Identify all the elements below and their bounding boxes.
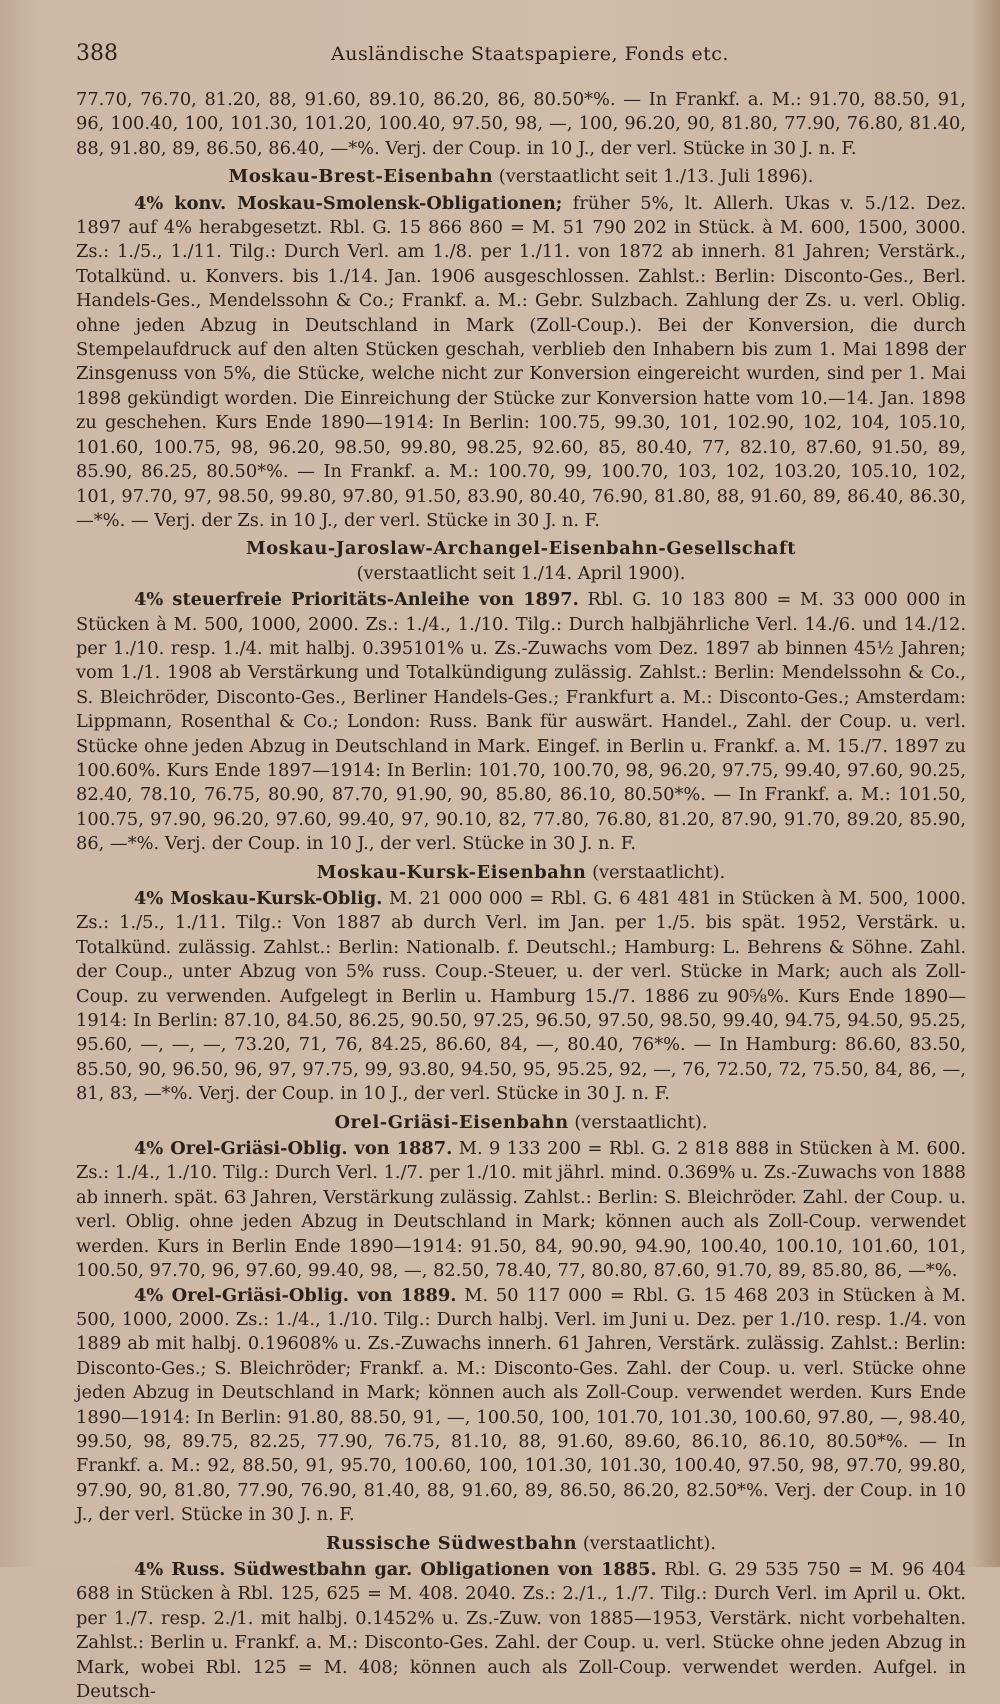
bond-entry <box>76 1284 966 1528</box>
bond-details: früher 5%, lt. Allerh. Ukas v. 5./12. Dez. 1897 auf 4% herabgesetzt. Rbl. G. 15 866 860 = M. 51 790 202 in Stück. à M. 600, 1500, 3000. Zs.: 1./5., 1./11. Tilg.: Durch Verl. am 1./8. per 1./11. von 1872 ab innerh. 81 Jahren; Verstärk., Totalkünd. u. Konvers. bis 1./14. Jan. 1906 ausgeschlossen. Zahlst.: Berlin: Disconto-Ges., Berl. Handels-Ges., Mendelssohn & Co.; Frankf. a. M.: Gebr. Sulzbach. Zahlung der Zs. u. verl. Oblig. ohne jeden Abzug in Deutschland in Mark (Zoll-Coup.). Bei der Konversion, die durch Stempelaufdruck auf den alten Stücken geschah, verblieb den Inhabern bis zum 1. Mai 1898 der Zinsgenuss von 5%, die Stücke, welche nicht zur Konversion eingereicht wurden, sind per 1. Mai 1898 gekündigt worden. Die Einreichung der Stücke zur Konversion hatte vom 10.—14. Jan. 1898 zu geschehen. Kurs Ende 1890—1914: In Berlin: 100.75, 99.30, 101, 102.90, 102, 104, 105.10, 101.60, 100.75, 98, 96.20, 98.50, 99.80, 98.25, 92.60, 85, 80.40, 77, 82.10, 87.60, 91.50, 89, 85.90, 86.25, 80.50*%. — In Frankf. a. M.: 100.70, 99, 100.70, 103, 102, 103.20, 105.10, 102, 101, 97.70, 97, 98.50, 99.80, 97.80, 91.50, 83.90, 80.40, 76.90, 81.80, 88, 91.60, 89, 86.40, 86.30, —*%. — Verj. der Zs. in 10 J., der verl. Stücke in 30 J. n. F. <box>76 192 966 531</box>
section-subtitle: (verstaatlicht seit 1./13. Juli 1896). <box>498 166 814 188</box>
section-subtitle: (verstaatlicht). <box>582 1532 717 1554</box>
bond-details: M. 50 117 000 = Rbl. G. 15 468 203 in Stücken à M. 500, 1000, 2000. Zs.: 1./4., 1./10. Tilg.: Durch halbj. Verl. im Juni u. Dez. per 1./10. resp. 1./4. von 1889 ab mit halbj. 0.19608% u. Zs.-Zuwachs innerh. 61 Jahren, Verstärk. zulässig. Zahlst.: Berlin: Disconto-Ges.; S. Bleichröder; Frankf. a. M.: Disconto-Ges. Zahl. der Coup. u. verl. Stücke ohne jeden Abzug in Deutschland in Mark; können auch als Zoll-Coup. verwendet werden. Kurs Ende 1890—1914: In Berlin: 91.80, 88.50, 91, —, 100.50, 100, 101.70, 101.30, 100.60, 97.80, —, 98.40, 99.50, 98, 89.75, 82.25, 77.90, 76.75, 81.10, 88, 91.60, 89.60, 86.10, 86.10, 80.50*%. — In Frankf. a. M.: 92, 88.50, 91, 95.70, 100.60, 100, 101.30, 101.30, 100.40, 97.50, 98, 97.70, 99.80, 97.90, 90, 81.80, 77.90, 76.90, 81.40, 88, 91.60, 89, 86.50, 86.20, 82.50*%. Verj. der Coup. in 10 J., der verl. Stücke in 30 J. n. F. <box>76 1284 966 1526</box>
page-number: 388 <box>76 41 118 66</box>
section-subtitle: (verstaatlicht). <box>592 861 726 883</box>
page-edge <box>972 0 1000 1567</box>
bond-entry <box>76 887 966 1107</box>
bond-details: Rbl. G. 29 535 750 = M. 96 404 688 in Stücken à Rbl. 125, 625 = M. 408. 2040. Zs.: 2./1., 1./7. Tilg.: Durch Verl. im April u. Okt. per 1./7. resp. 2./1. mit halbj. 0.1452% u. Zs.-Zuw. von 1885—1953, Verstärk. nicht vorbehalten. Zahlst.: Berlin u. Frankf. a. M.: Disconto-Ges. Zahl. der Coup. u. verl. Stücke ohne jeden Abzug in Mark, wobei Rbl. 125 = M. 408; können auch als Zoll-Coup. verwendet werden. Aufgel. in Deutsch- <box>76 1558 966 1702</box>
bond-entry <box>76 192 966 534</box>
section-heading <box>76 165 966 189</box>
bond-title: 4% Russ. Südwestbahn gar. Obligationen von 1885. <box>134 1558 657 1580</box>
section-heading <box>76 1532 966 1556</box>
section-heading <box>76 861 966 885</box>
section-title: Moskau-Kursk-Eisenbahn <box>316 861 587 883</box>
section-subtitle: (verstaatlicht seit 1./14. April 1900). <box>356 562 686 584</box>
intro-paragraph: 77.70, 76.70, 81.20, 88, 91.60, 89.10, 86.20, 86, 80.50*%. — In Frankf. a. M.: 91.70, 88.50, 91, 96, 100.40, 100, 101.30, 101.20, 100.40, 97.50, 98, —, 100, 96.20, 90, 81.80, 77.90, 76.80, 81.40, 88, 91.80, 89, 86.50, 86.40, —*%. Verj. der Coup. in 10 J., der verl. Stücke in 30 J. n. F. <box>76 89 966 159</box>
body-text <box>76 88 966 1704</box>
running-title: Ausländische Staatspapiere, Fonds etc. <box>331 43 729 65</box>
bond-title: 4% Orel-Griäsi-Oblig. von 1887. <box>134 1138 453 1160</box>
bond-title: 4% Orel-Griäsi-Oblig. von 1889. <box>134 1284 457 1306</box>
bond-entry <box>76 1137 966 1283</box>
section-subtitle: (verstaatlicht). <box>574 1111 708 1133</box>
running-header <box>76 40 972 88</box>
bond-entry <box>76 588 966 856</box>
section-title: Orel-Griäsi-Eisenbahn <box>334 1111 569 1133</box>
section-title: Moskau-Jaroslaw-Archangel-Eisenbahn-Gesellschaft <box>245 538 797 560</box>
section-heading <box>76 537 966 586</box>
bond-details: Rbl. G. 10 183 800 = M. 33 000 000 in Stücken à M. 500, 1000, 2000. Zs.: 1./4., 1./10. Tilg.: Durch halbjährliche Verl. 14./6. und 14./12. per 1./10. resp. 1./4. mit halbj. 0.395101% u. Zs.-Zuwachs vom Dez. 1897 ab binnen 45½ Jahren; vom 1./1. 1908 ab Verstärkung und Totalkündigung zulässig. Zahlst.: Berlin: Mendelssohn & Co., S. Bleichröder, Disconto-Ges., Berliner Handels-Ges.; Frankfurt a. M.: Disconto-Ges.; Amsterdam: Lippmann, Rosenthal & Co.; London: Russ. Bank für auswärt. Handel., Zahl. der Coup. u. verl. Stücke ohne jeden Abzug in Deutschland in Mark. Eingef. in Berlin u. Frankf. a. M. 15./7. 1897 zu 100.60%. Kurs Ende 1897—1914: In Berlin: 101.70, 100.70, 98, 96.20, 97.75, 99.40, 97.60, 90.25, 82.40, 78.10, 76.75, 80.90, 87.70, 91.90, 90, 85.80, 86.10, 80.50*%. — In Frankf. a. M.: 101.50, 100.75, 97.90, 96.20, 97.60, 99.40, 97, 90.10, 82, 77.80, 76.80, 81.20, 87.90, 91.70, 89.20, 85.90, 86, —*%. Verj. der Coup. in 10 J., der verl. Stücke in 30 J. n. F. <box>76 589 966 855</box>
bond-details: M. 9 133 200 = Rbl. G. 2 818 888 in Stücken à M. 600. Zs.: 1./4., 1./10. Tilg.: Durch Verl. 1./7. per 1./10. mit jährl. mind. 0.369% u. Zs.-Zuwachs von 1888 ab innerh. spät. 63 Jahren, Verstärkung zulässig. Zahlst.: Berlin: S. Bleichröder. Zahl. der Coup. u. verl. Oblig. ohne jeden Abzug in Deutschland in Mark; können auch als Zoll-Coup. verwendet werden. Kurs in Berlin Ende 1890—1914: 91.50, 84, 90.90, 94.90, 100.40, 100.10, 101.60, 101, 100.50, 97.70, 96, 97.60, 99.40, 98, —, 82.50, 78.40, 77, 80.80, 87.60, 91.70, 89, 85.80, 86, —*%. <box>76 1138 966 1282</box>
bond-title: 4% steuerfreie Prioritäts-Anleihe von 1897. <box>134 589 579 611</box>
section-title: Moskau-Brest-Eisenbahn <box>228 166 494 188</box>
bond-title: 4% konv. Moskau-Smolensk-Obligationen; <box>134 192 563 214</box>
section-title: Russische Südwestbahn <box>325 1532 578 1554</box>
bond-title: 4% Moskau-Kursk-Oblig. <box>134 888 383 909</box>
bond-details: M. 21 000 000 = Rbl. G. 6 481 481 in Stücken à M. 500, 1000. Zs.: 1./5., 1./11. Tilg.: Von 1887 ab durch Verl. im Jan. per 1./5. bis spät. 1952, Verstärk. u. Totalkünd. zulässig. Zahlst.: Berlin: Nationalb. f. Deutschl.; Hamburg: L. Behrens & Söhne. Zahl. der Coup., unter Abzug von 5% russ. Coup.-Steuer, u. der verl. Stücke in Mark; auch als Zoll-Coup. zu verwenden. Aufgelegt in Berlin u. Hamburg 15./7. 1886 zu 90⅝%. Kurs Ende 1890—1914: In Berlin: 87.10, 84.50, 86.25, 90.50, 97.25, 96.50, 97.50, 98.50, 99.40, 94.75, 94.50, 95.25, 95.60, —, —, —, 73.20, 71, 76, 84.25, 86.60, 84, —, 80.40, 76*%. — In Hamburg: 86.60, 83.50, 85.50, 90, 96.50, 96, 97, 97.75, 99, 93.80, 94.50, 95, 95.25, 92, —, 76, 72.50, 72, 75.50, 84, 86, —, 81, 83, —*%. Verj. der Coup. in 10 J., der verl. Stücke in 30 J. n. F. <box>76 888 966 1105</box>
section-heading <box>76 1111 966 1135</box>
bond-entry <box>76 1558 966 1704</box>
